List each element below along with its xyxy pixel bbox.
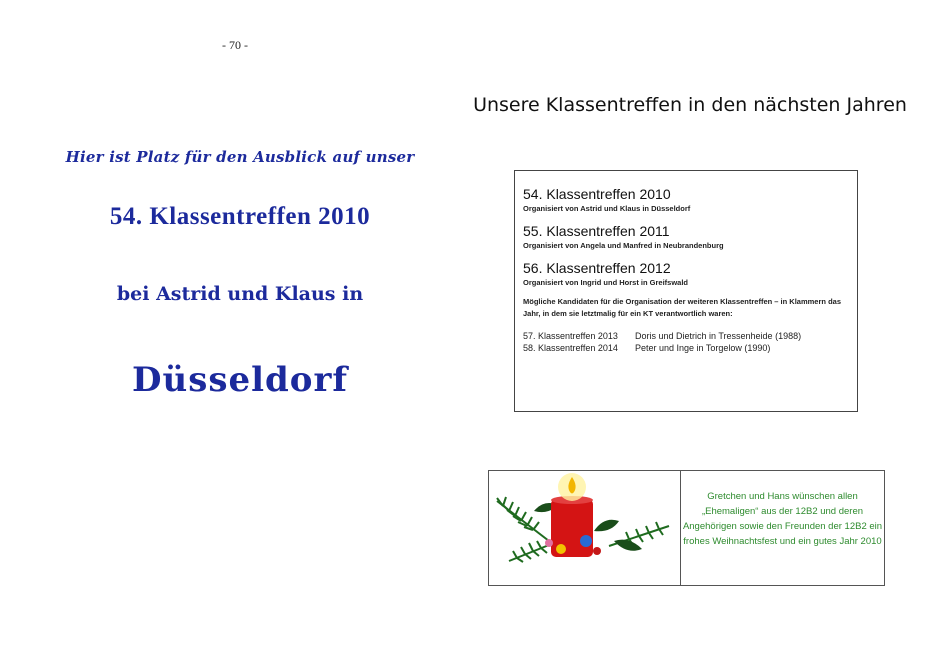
- greeting-box: [488, 470, 885, 586]
- outlook-line-1: Hier ist Platz für den Ausblick auf unser: [65, 148, 415, 166]
- candidate-row: [523, 342, 849, 354]
- meeting-organizer: Organisiert von Astrid und Klaus in Düsseldorf: [523, 204, 691, 213]
- candidate-names: Doris und Dietrich in Tressenheide (1988): [635, 331, 802, 341]
- meetings-box: [514, 170, 858, 412]
- outlook-line-2: 54. Klassentreffen 2010: [109, 203, 371, 230]
- meeting-title: 56. Klassentreffen 2012: [523, 260, 671, 276]
- christmas-candle-image: [489, 471, 681, 585]
- candidates-note: Mögliche Kandidaten für die Organisation der weiteren Klassentreffen – in Klammern das Jahr, in dem sie letztmalig für ein KT verantwortlich waren:: [523, 297, 841, 318]
- outlook-line-3: bei Astrid und Klaus in: [116, 283, 364, 305]
- candidate-label: 57. Klassentreffen 2013: [523, 331, 618, 341]
- candidate-names: Peter und Inge in Torgelow (1990): [635, 343, 771, 353]
- meeting-title: 54. Klassentreffen 2010: [523, 186, 671, 202]
- greeting-text: Gretchen und Hans wünschen allen „Ehemaligen“ aus der 12B2 und deren Angehörigen sowie den Freunden der 12B2 ein frohes Weihnachtsfest und ein gutes Jahr 2010: [682, 491, 883, 547]
- ornament-blue: [580, 535, 592, 547]
- ornament-pink: [545, 539, 553, 547]
- meeting-organizer: Organisiert von Angela und Manfred in Neubrandenburg: [523, 241, 724, 250]
- outlook-city: Düsseldorf: [131, 360, 349, 400]
- meeting-organizer: Organisiert von Ingrid und Horst in Greifswald: [523, 278, 689, 287]
- ornament-red-berry: [593, 547, 601, 555]
- candidate-row: [523, 330, 849, 342]
- meeting-item: [523, 222, 849, 251]
- candidate-label: 58. Klassentreffen 2014: [523, 343, 618, 353]
- meeting-title: 55. Klassentreffen 2011: [523, 223, 670, 239]
- page-title: Unsere Klassentreffen in den nächsten Jahren: [473, 94, 907, 116]
- ornament-yellow: [556, 544, 566, 554]
- meeting-item: [523, 259, 849, 288]
- page-number: - 70 -: [222, 38, 248, 52]
- meeting-item: [523, 185, 849, 214]
